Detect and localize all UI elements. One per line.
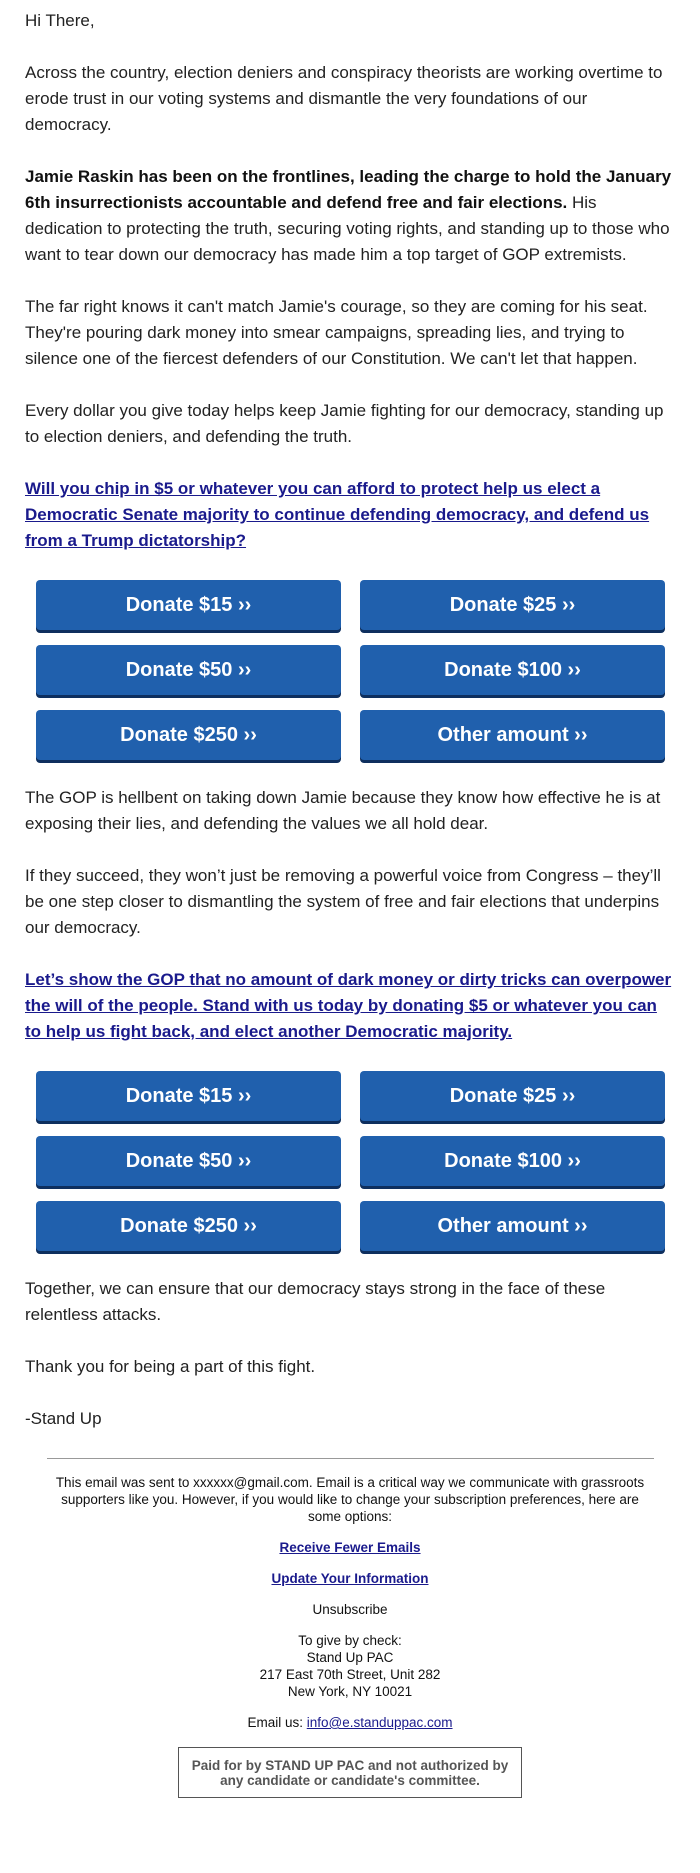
email-us-label: Email us: bbox=[247, 1715, 307, 1730]
email-us-row bbox=[47, 1714, 654, 1731]
every-dollar-paragraph: Every dollar you give today helps keep Jamie fighting for our democracy, standing up to election deniers, and defending the truth. bbox=[25, 401, 664, 446]
raskin-bold-text: Jamie Raskin has been on the frontlines, leading the charge to hold the January 6th insurrectionists accountable and defend free and fair elections. bbox=[25, 167, 672, 212]
donate-grid-2 bbox=[36, 1071, 675, 1251]
donate-100-button[interactable]: Donate $100 ›› bbox=[360, 645, 665, 695]
donate-other-button[interactable]: Other amount ›› bbox=[360, 1201, 665, 1251]
donate-250-button[interactable]: Donate $250 ›› bbox=[36, 1201, 341, 1251]
check-label: To give by check: bbox=[298, 1633, 402, 1648]
footer-notice: This email was sent to xxxxxx@gmail.com. Email is a critical way we communicate with grassroots supporters like you. However, if you would like to change your subscription preferences, here are some options: bbox=[55, 1475, 645, 1524]
donate-15-button[interactable]: Donate $15 ›› bbox=[36, 580, 341, 630]
footer-update-info-row bbox=[47, 1570, 654, 1587]
ask-paragraph-2 bbox=[25, 967, 675, 1045]
check-city: New York, NY 10021 bbox=[287, 1684, 413, 1699]
donate-50-button[interactable]: Donate $50 ›› bbox=[36, 645, 341, 695]
donate-grid-1 bbox=[36, 580, 675, 760]
intro-paragraph: Across the country, election deniers and conspiracy theorists are working overtime to erode trust in our voting systems and dismantle the very foundations of our democracy. bbox=[25, 63, 663, 134]
check-street: 217 East 70th Street, Unit 282 bbox=[259, 1667, 441, 1682]
ask-paragraph-1 bbox=[25, 476, 675, 554]
donate-100-button[interactable]: Donate $100 ›› bbox=[360, 1136, 665, 1186]
check-address bbox=[47, 1632, 654, 1700]
signoff: -Stand Up bbox=[25, 1409, 102, 1428]
gop-hellbent-paragraph: The GOP is hellbent on taking down Jamie because they know how effective he is at exposing their lies, and defending the values we all hold dear. bbox=[25, 788, 661, 833]
greeting: Hi There, bbox=[25, 11, 95, 30]
footer-receive-fewer-row bbox=[47, 1539, 654, 1556]
together-paragraph: Together, we can ensure that our democracy stays strong in the face of these relentless attacks. bbox=[25, 1279, 606, 1324]
donate-15-button[interactable]: Donate $15 ›› bbox=[36, 1071, 341, 1121]
if-succeed-paragraph: If they succeed, they won’t just be removing a powerful voice from Congress – they’ll be one step closer to dismantling the system of free and fair elections that underpins our democracy. bbox=[25, 866, 661, 937]
update-information-link[interactable]: Update Your Information bbox=[271, 1571, 429, 1586]
raskin-paragraph bbox=[25, 164, 675, 268]
receive-fewer-emails-link[interactable]: Receive Fewer Emails bbox=[279, 1540, 421, 1555]
donate-50-button[interactable]: Donate $50 ›› bbox=[36, 1136, 341, 1186]
donate-25-button[interactable]: Donate $25 ›› bbox=[360, 1071, 665, 1121]
ask-link-2[interactable]: Let’s show the GOP that no amount of dark money or dirty tricks can overpower the will of the people. Stand with us today by donating $5 or whatever you can to help us fight back, and elect another Democratic majority. bbox=[25, 970, 672, 1041]
raskin-rest-text: His dedication to protecting the truth, securing voting rights, and standing up to those who want to tear down our democracy has made him a top target of GOP extremists. bbox=[25, 193, 670, 264]
check-name: Stand Up PAC bbox=[306, 1650, 394, 1665]
ask-link-1[interactable]: Will you chip in $5 or whatever you can afford to protect help us elect a Democratic Senate majority to continue defending democracy, and defend us from a Trump dictatorship? bbox=[25, 479, 650, 550]
donate-250-button[interactable]: Donate $250 ›› bbox=[36, 710, 341, 760]
far-right-paragraph: The far right knows it can't match Jamie's courage, so they are coming for his seat. They're pouring dark money into smear campaigns, spreading lies, and trying to silence one of the fiercest defenders of our Constitution. We can't let that happen. bbox=[25, 297, 648, 368]
donate-25-button[interactable]: Donate $25 ›› bbox=[360, 580, 665, 630]
email-footer bbox=[47, 1458, 654, 1798]
paid-for-disclaimer: Paid for by STAND UP PAC and not authorized by any candidate or candidate's committee. bbox=[178, 1747, 522, 1798]
email-us-link[interactable]: info@e.standuppac.com bbox=[306, 1715, 453, 1730]
unsubscribe-link[interactable]: Unsubscribe bbox=[312, 1602, 388, 1617]
donate-other-button[interactable]: Other amount ›› bbox=[360, 710, 665, 760]
thanks-paragraph: Thank you for being a part of this fight. bbox=[25, 1357, 316, 1376]
